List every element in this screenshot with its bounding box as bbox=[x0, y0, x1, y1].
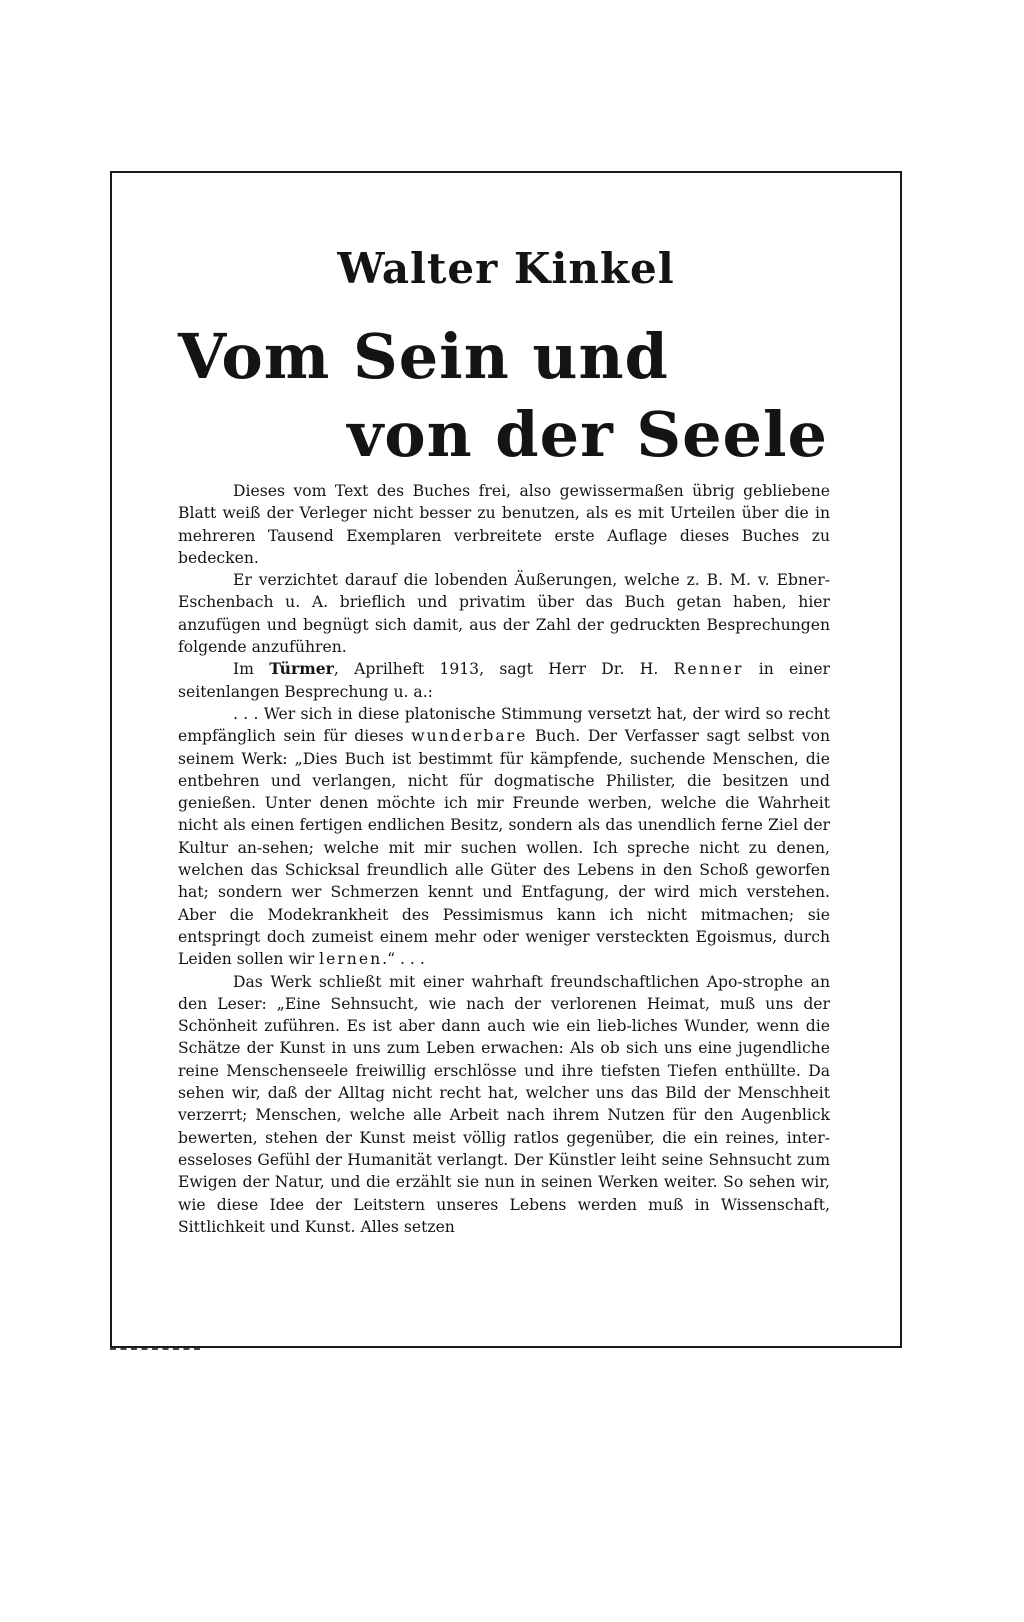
review-source-prefix: Im bbox=[233, 660, 270, 679]
review-source-middle: , Aprilheft 1913, sagt Herr Dr. H. bbox=[333, 660, 674, 679]
paragraph-waiver: Er verzichtet darauf die lobenden Äußerungen, welche z. B. M. v. Ebner-Eschenbach u. A. brieflich und privatim über das Buch getan haben, hier anzufügen und begnügt sich damit, aus der Zahl der gedruckten Besprechungen folgende anzuführen. bbox=[178, 571, 830, 657]
quote-part-c: .“ . . . bbox=[382, 950, 425, 969]
journal-name: Türmer bbox=[269, 659, 334, 679]
page-edge-mark bbox=[110, 1348, 200, 1350]
review-source-suffix: in einer seitenlangen Besprechung u. a.: bbox=[178, 660, 830, 701]
paragraph-review-source bbox=[178, 658, 830, 703]
paragraph-review-quote bbox=[178, 703, 830, 971]
book-title-line-2: von der Seele bbox=[347, 398, 828, 471]
quote-emphasis-wonderful: wunderbare bbox=[411, 727, 528, 746]
quote-part-a: . . . Wer sich in diese platonische Stimmung versetzt hat, der wird so recht empfänglich sein für dieses bbox=[178, 704, 830, 746]
paragraph-intro: Dieses vom Text des Buches frei, also gewissermaßen übrig gebliebene Blatt weiß der Verleger nicht besser zu benutzen, als es mit Urteilen über die in mehreren Tausend Exemplaren verbreitete erste Auflage dieses Buches zu bedecken. bbox=[178, 482, 830, 567]
paragraph-apostrophe: Das Werk schließt mit einer wahrhaft freundschaftlichen Apo-strophe an den Leser: „Eine Sehnsucht, wie nach der verlorenen Heimat, muß uns der Schönheit zuführen. Es ist aber dann auch wie ein lieb-liches Wunder, wenn die Schätze der Kunst in uns zum Leben erwachen: Als ob sich uns eine jugendliche reine Menschenseele freiwillig erschlösse und ihre tiefsten Tiefen enthüllte. Da sehen wir, daß der Alltag nicht recht hat, welcher uns das Bild der Menschheit verzerrt; Menschen, welche alle Arbeit nach ihrem Nutzen für den Augenblick bewerten, stehen der Kunst meist völlig ratlos gegenüber, die ein reines, inter-esseloses Gefühl der Humanität verlangt. Der Künstler leiht seine Sehnsucht zum Ewigen der Natur, und die erzählt sie nun in seinen Werken weiter. So sehen wir, wie diese Idee der Leitstern unseres Lebens werden muß in Wissenschaft, Sittlichkeit und Kunst. Alles setzen bbox=[178, 972, 830, 1236]
author-name: Walter Kinkel bbox=[337, 244, 675, 293]
quote-part-b: Buch. Der Verfasser sagt selbst von seinem Werk: „Dies Buch ist bestimmt für kämpfende, suchende Menschen, die entbehren und verlangen, nicht für dogmatische Philister, die besitzen und genießen. Unter denen möchte ich mir Freunde werben, welche die Wahrheit nicht als einen fertigen endlichen Besitz, sondern als das unendlich ferne Ziel der Kultur an-sehen; welche mit mir suchen wollen. Ich spreche nicht zu denen, welchen das Schicksal freundlich alle Güter des Lebens in den Schoß geworfen hat; sondern wer Schmerzen kennt und Entfagung, der wird mich verstehen. Aber die Modekrankheit des Pessimismus kann ich nicht mitmachen; sie entspringt doch zumeist einem mehr oder weniger versteckten Egoismus, durch Leiden sollen wir bbox=[178, 727, 830, 969]
book-title-line-1: Vom Sein und bbox=[178, 320, 669, 393]
reviewer-name: Renner bbox=[673, 660, 744, 679]
publisher-note-text bbox=[178, 480, 830, 1238]
quote-emphasis-learn: lernen bbox=[319, 950, 383, 969]
